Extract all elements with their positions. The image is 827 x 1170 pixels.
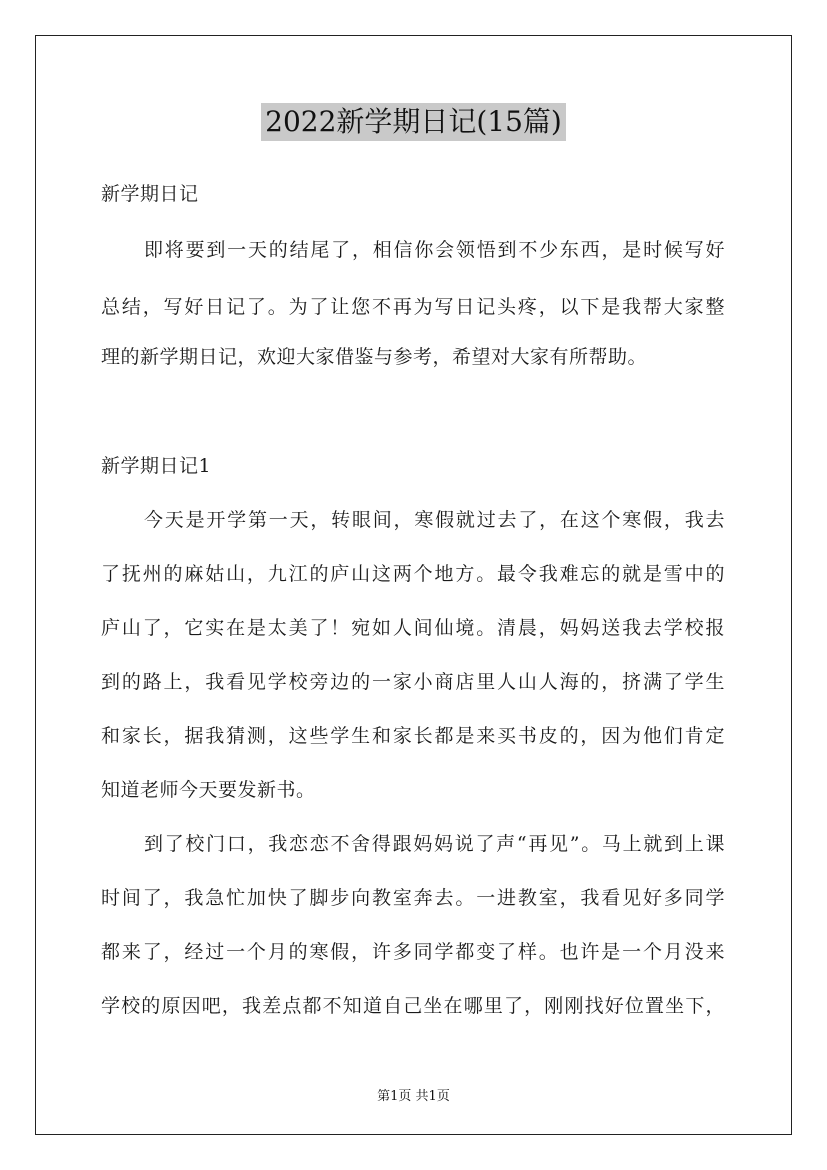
para2-line: 时间了，我急忙加快了脚步向教室奔去。一进教室，我看见好多同学 xyxy=(101,887,725,909)
para2-line: 都来了，经过一个月的寒假，许多同学都变了样。也许是一个月没来 xyxy=(101,941,725,963)
para1-line: 今天是开学第一天，转眼间，寒假就过去了，在这个寒假，我去 xyxy=(144,509,725,531)
para1-line: 知道老师今天要发新书。 xyxy=(101,779,316,801)
heading: 新学期日记 xyxy=(101,183,199,205)
page-footer: 第1页 共1页 xyxy=(377,1089,450,1104)
para1-line: 庐山了，它实在是太美了！宛如人间仙境。清晨，妈妈送我去学校报 xyxy=(101,617,725,639)
section-heading: 新学期日记1 xyxy=(101,455,212,477)
document-title: 2022新学期日记(15篇) xyxy=(261,103,566,141)
title-wrap xyxy=(0,103,827,141)
intro-line: 理的新学期日记，欢迎大家借鉴与参考，希望对大家有所帮助。 xyxy=(101,346,648,368)
para2-line: 学校的原因吧，我差点都不知道自己坐在哪里了，刚刚找好位置坐下， xyxy=(101,995,725,1017)
intro-line: 即将要到一天的结尾了，相信你会领悟到不少东西，是时候写好 xyxy=(144,239,725,261)
intro-line: 总结，写好日记了。为了让您不再为写日记头疼，以下是我帮大家整 xyxy=(101,296,725,318)
para1-line: 了抚州的麻姑山，九江的庐山这两个地方。最令我难忘的就是雪中的 xyxy=(101,563,725,585)
para2-line: 到了校门口，我恋恋不舍得跟妈妈说了声“再见”。马上就到上课 xyxy=(144,833,725,855)
para1-line: 和家长，据我猜测，这些学生和家长都是来买书皮的，因为他们肯定 xyxy=(101,725,725,747)
para1-line: 到的路上，我看见学校旁边的一家小商店里人山人海的，挤满了学生 xyxy=(101,671,725,693)
